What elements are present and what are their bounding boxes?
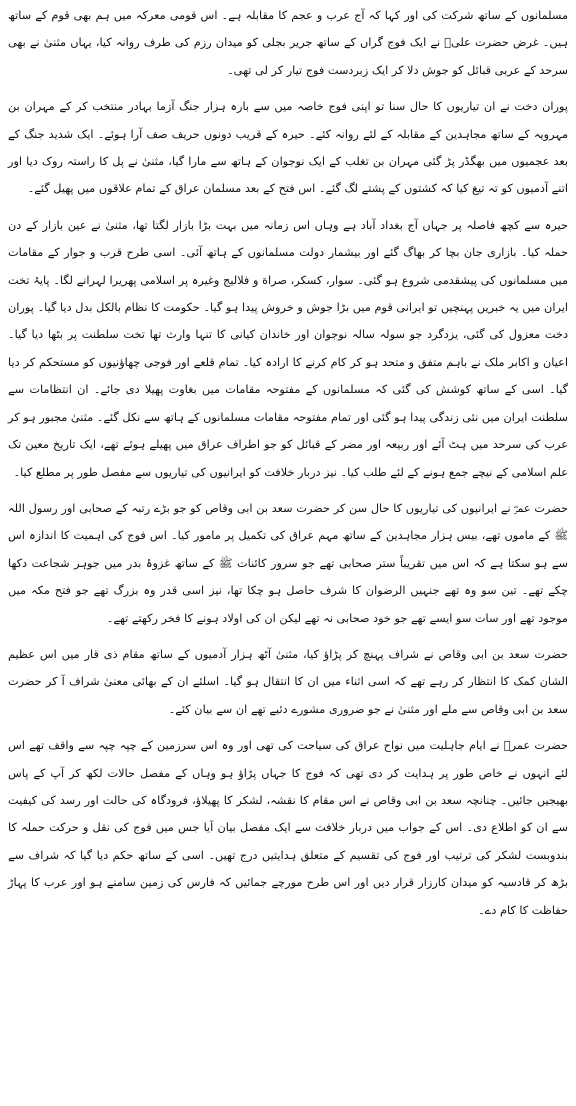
paragraph: مسلمانوں کے ساتھ شرکت کی اور کہا کہ آج عرب و عجم کا مقابلہ ہے۔ اس قومی معرکہ میں ہم بھی قوم کے ساتھ ہیں۔ غرض حضرت علیؓ نے ایک فوج گراں کے ساتھ جریر بجلی کو میدان رزم کی طرف روانہ کیا، یہاں مثنیٰ نے بھی سرحد کے عربی قبائل کو جوش دلا کر ایک زبردست فوج تیار کر لی تھی۔ — [8, 9, 568, 77]
paragraph: حیرہ سے کچھ فاصلہ پر جہاں آج بغداد آباد ہے وہاں اس زمانہ میں بہت بڑا بازار لگتا تھا، مثنیٰ نے عین بازار کے دن حملہ کیا۔ بازاری جان بچا کر بھاگ گئے اور بیشمار دولت مسلمانوں کے ہاتھ آئی۔ اسی طرح قرب و جوار کے مقامات میں مسلمانوں کی پیشقدمی شروع ہو گئی۔ سوار، کسکر، صراة و فلالیج وغیرہ پر اسلامی پھریرا لہرانے لگا۔ پایۂ تخت ایران میں یہ خبریں پہنچیں تو ایرانی قوم میں بڑا جوش و خروش پیدا ہو گیا۔ حکومت کا نظام بالکل بدل دیا گیا۔ پوران دخت معزول کی گئی، یزدگرد جو سولہ سالہ نوجوان اور خاندان کیانی کا تنہا وارث تھا تخت سلطنت پر بٹھا دیا گیا۔ اعیان و اکابر ملک نے باہم متفق و متحد ہو کر کام کرنے کا ارادہ کیا۔ تمام قلعے اور فوجی چھاؤنیوں کو مستحکم کر دیا گیا۔ اسی کے ساتھ کوشش کی گئی کہ مسلمانوں کے مفتوحہ مقامات میں بغاوت پھیلا دی جائے۔ ان انتظامات سے سلطنت ایران میں نئی زندگی پیدا ہو گئی اور تمام مفتوحہ مقامات مسلمانوں کے ہاتھ سے نکل گئے۔ مثنیٰ مجبور ہو کر عرب کی سرحد میں ہٹ آئے اور ربیعہ اور مضر کے قبائل کو جو اطراف عراق میں پھیلے ہوئے تھے، ایک تاریخ معین تک علم اسلامی کے نیچے جمع ہونے کے لئے طلب کیا۔ نیز دربار خلافت کو ایرانیوں کی تیاریوں سے مفصل طور پر مطلع کیا۔ — [8, 218, 568, 479]
paragraph: حضرت سعد بن ابی وقاص نے شراف پہنچ کر پڑاؤ کیا، مثنیٰ آٹھ ہزار آدمیوں کے ساتھ مقام ذی قار میں اس عظیم الشان کمک کا انتظار کر رہے تھے کہ اسی اثناء میں ان کا انتقال ہو گیا۔ اسلئے ان کے بھائی معنیٰ شراف آ کر حضرت سعد بن ابی وقاص سے ملے اور مثنیٰ نے جو ضروری مشورے دئیے تھے ان سے بیان کئے۔ — [8, 647, 568, 716]
paragraph: پوران دخت نے ان تیاریوں کا حال سنا تو اپنی فوج خاصہ میں سے بارہ ہزار جنگ آزما بہادر منتخب کر کے مہران بن مہرویہ کے ساتھ مجاہدین کے مقابلہ کے لئے روانہ کئے۔ حیرہ کے قریب دونوں حریف صف آرا ہوئے۔ ایک شدید جنگ کے بعد عجمیوں میں بھگڈر پڑ گئی مہران بن تغلب کے ایک نوجوان کے ہاتھ سے مارا گیا، مثنیٰ نے پل کا راستہ روک دیا اور اتنے آدمیوں کو تہ تیغ کیا کہ کشتوں کے پشتے لگ گئے۔ اس فتح کے بعد مسلمان عراق کے تمام علاقوں میں پھیل گئے۔ — [8, 100, 568, 196]
paragraph: حضرت عمرؓ نے ایرانیوں کی تیاریوں کا حال سن کر حضرت سعد بن ابی وقاص کو جو بڑے رتبہ کے صحابی اور رسول اللہ ﷺ کے ماموں تھے، بیس ہزار مجاہدین کے ساتھ مہم عراق کی تکمیل پر مامور کیا۔ اس فوج کی اہمیت کا اندازہ اس سے ہو سکتا ہے کہ اس میں تقریباً ستر صحابی تھے جو سرور کائنات ﷺ کے ساتھ غزوۂ بدر میں جوہر شجاعت دکھا چکے تھے۔ تین سو وہ تھے جنہیں الرضوان کا شرف حاصل ہو چکا تھا، نیز اسی قدر وہ بزرگ تھے جو فتح مکہ میں موجود تھے اور سات سو ایسے تھے جو خود صحابی نہ تھے لیکن ان کی اولاد ہونے کا فخر رکھتے تھے۔ — [8, 501, 568, 625]
paragraph: حضرت عمرؓ نے ایام جاہلیت میں نواح عراق کی سیاحت کی تھی اور وہ اس سرزمین کے چپہ چپہ سے واقف تھے اس لئے انہوں نے خاص طور پر ہدایت کر دی تھی کہ فوج کا جہاں پڑاؤ ہو وہاں کے مفصل حالات لکھ کر آپ کے پاس بھیجیں جائیں۔ چنانچہ سعد بن ابی وقاص نے اس مقام کا نقشہ، لشکر کا پھیلاؤ، فرودگاہ کی حالت اور رسد کی کیفیت سے ان کو اطلاع دی۔ اس کے جواب میں دربار خلافت سے ایک مفصل بیان آیا جس میں فوج کی نقل و حرکت حملہ کا بندوبست لشکر کی ترتیب اور فوج کی تقسیم کے متعلق ہدایتیں درج تھیں۔ اسی کے ساتھ حکم دیا گیا کہ شراف سے بڑھ کر قادسیہ کو میدان کارزار قرار دیں اور اس طرح مورچے جمائیں کہ فارس کی زمین سامنے ہو اور عرب کا پہاڑ حفاظت کا کام دے۔ — [8, 739, 568, 917]
